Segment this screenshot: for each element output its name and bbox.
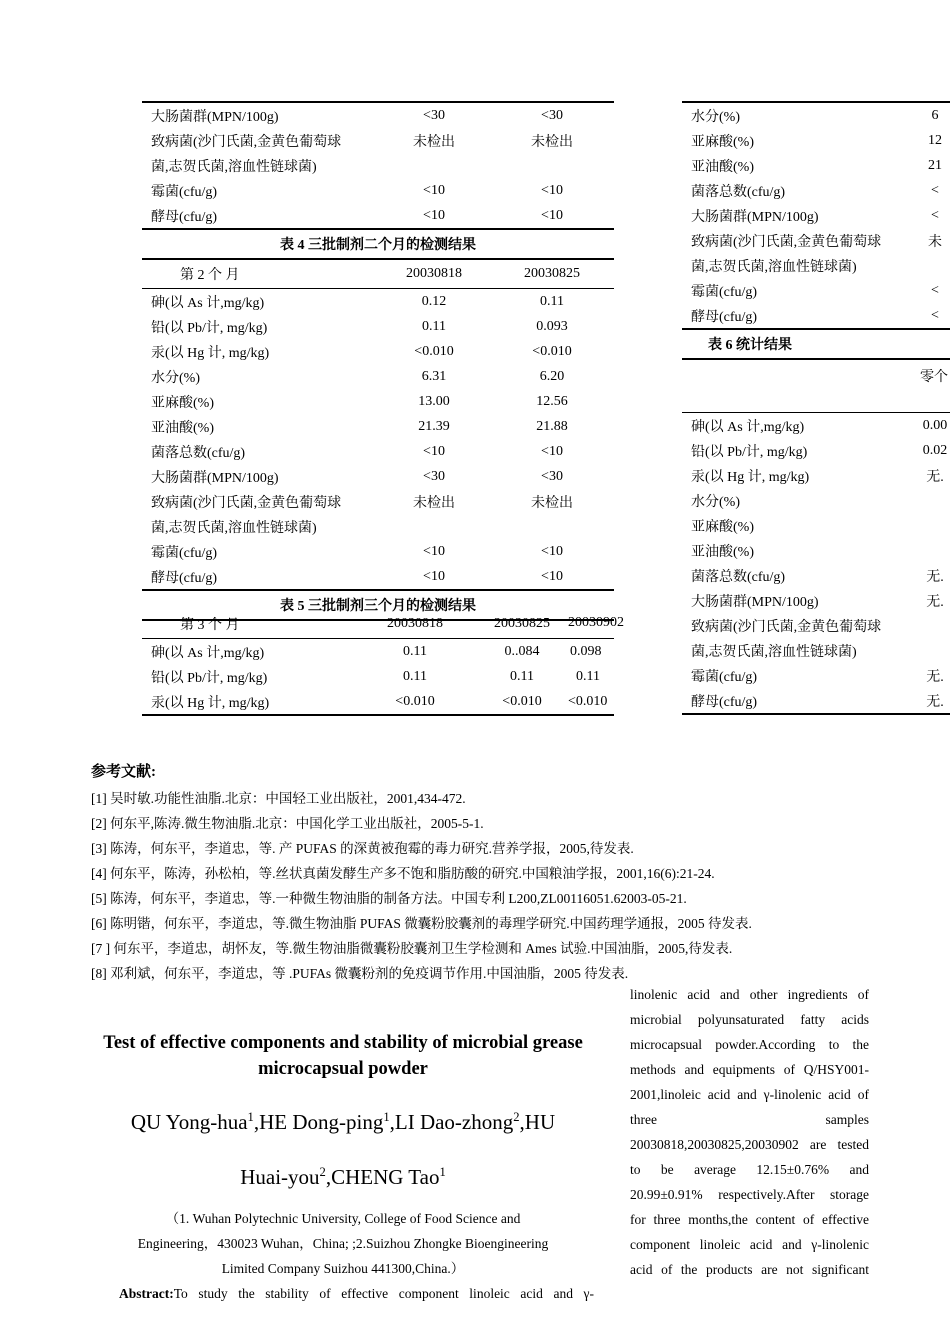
table-row: 砷(以 As 计,mg/kg) 0.11 0..084 0.098 [151, 643, 602, 661]
table-row: 亚麻酸(%) 13.00 12.56 [151, 393, 568, 411]
table-row: 菌落总数(cfu/g) 无. [691, 569, 944, 585]
reference-item: [2] 何东平,陈涛.微生物油脂.北京：中国化学工业出版社，2005-5-1. [91, 816, 484, 831]
table-row: 菌,志贺氏菌,溶血性链球菌) [691, 644, 857, 660]
table-row: 铅(以 Pb/计, mg/kg) 0.11 0.093 [151, 318, 568, 336]
affiliation: （1. Wuhan Polytechnic University, College of Food Science and Engineering，430023 Wuhan，China; ;2.Suizhou Zhongke Bioengineering Limited Company Suizhou 441300,China.） [137, 1211, 549, 1276]
abstract-line: methods and equipments of Q/HSY001- [630, 1062, 869, 1077]
reference-item: [5] 陈涛，何东平，李道忠，等.一种微生物油脂的制备方法。中国专利 L200,ZL00116051.62003-05-21. [91, 891, 687, 906]
table-row: 亚油酸(%) 21.39 21.88 [151, 418, 568, 436]
table-row: 菌落总数(cfu/g) <10 <10 [151, 443, 563, 461]
table-row: 致病菌(沙门氏菌,金黄色葡萄球 未 [691, 234, 942, 250]
abstract-line: three samples [630, 1112, 869, 1127]
table-row: 菌,志贺氏菌,溶血性链球菌) [151, 159, 317, 175]
abstract-line: microcapsual powder.According to the [630, 1037, 869, 1052]
table-row: 铅(以 Pb/计, mg/kg) 0.11 0.11 0.11 [151, 668, 600, 686]
table-row: 霉菌(cfu/g) <10 <10 [151, 182, 563, 200]
table-row: 亚油酸(%) [691, 544, 754, 560]
abstract-line: 20030818,20030825,20030902 are tested [630, 1137, 869, 1152]
abstract-line: for three months,the content of effective [630, 1212, 869, 1227]
tables-left [142, 101, 614, 621]
table6-caption: 表 6 统计结果 [682, 329, 950, 359]
table-row: 亚油酸(%) 21 [691, 157, 942, 175]
table-row: 水分(%) 6 [682, 102, 950, 128]
abstract-line: linolenic acid and other ingredients of [630, 987, 869, 1002]
table-row: 砷(以 As 计,mg/kg) 0.12 0.11 [151, 293, 564, 311]
references [91, 760, 752, 986]
table-row: 霉菌(cfu/g) <10 <10 [151, 543, 563, 561]
abstract-line: 2001,linoleic acid and γ-linolenic acid of [630, 1087, 869, 1102]
tables-right [682, 101, 950, 715]
english-title: Test of effective components and stability of microbial grease microcapsual powder [103, 1033, 583, 1079]
authors: QU Yong-hua$^1$,HE Dong-ping$^1$,LI Dao-zhong$^2$,HU Huai-you$^2$,CHENG Tao$^1$ [130, 1110, 556, 1189]
english-abstract-block [92, 1030, 594, 1306]
table6-header: 零个 [682, 359, 950, 413]
reference-item: [3] 陈涛，何东平，李道忠，等. 产 PUFAS 的深黄被孢霉的毒力研究.营养学报，2005,待发表. [91, 841, 634, 856]
table-row: 水分(%) [691, 494, 740, 510]
table-row: 砷(以 As 计,mg/kg) 0.00 [691, 417, 948, 435]
reference-item: [7 ] 何东平，李道忠，胡怀友，等.微生物油脂微囊粉胶囊剂卫生学检测和 Ames 试验.中国油脂，2005,待发表. [91, 941, 733, 956]
table5-col3: 20030902 [568, 615, 624, 630]
table-row: 菌,志贺氏菌,溶血性链球菌) [691, 259, 857, 275]
table-row: 致病菌(沙门氏菌,金黄色葡萄球 未检出 未检出 [151, 495, 573, 511]
table-row: 酵母(cfu/g) <10 <10 [151, 568, 563, 586]
table-row: 酵母(cfu/g) < [691, 307, 939, 325]
table-row: 汞(以 Hg 计, mg/kg) <0.010 <0.010 <0.010 [142, 689, 614, 715]
table-row: 亚麻酸(%) [691, 519, 754, 535]
table-row: 菌落总数(cfu/g) < [691, 182, 939, 200]
abstract-line: to be average 12.15±0.76% and [630, 1162, 869, 1177]
reference-item: [1] 吴时敏.功能性油脂.北京：中国轻工业出版社，2001,434-472. [91, 791, 466, 806]
table-row: 大肠菌群(MPN/100g) <30 <30 [142, 102, 614, 128]
table-row: 大肠菌群(MPN/100g) 无. [691, 594, 944, 610]
abstract-continuation [630, 982, 869, 1282]
table5 [142, 610, 624, 716]
table-row: 亚麻酸(%) 12 [691, 132, 942, 150]
table5-header: 第 3 个 月 20030818 20030825 20030902 [142, 610, 614, 639]
abstract-line: microbial polyunsaturated fatty acids [630, 1012, 869, 1027]
table-row: 汞(以 Hg 计, mg/kg) <0.010 <0.010 [151, 343, 572, 361]
table-row: 酵母(cfu/g) <10 <10 [151, 207, 563, 225]
table-row: 铅(以 Pb/计, mg/kg) 0.02 [691, 442, 948, 460]
table4-caption: 表 4 三批制剂二个月的检测结果 [142, 229, 614, 259]
abstract-line: acid of the products are not significant [630, 1262, 869, 1277]
table-row: 霉菌(cfu/g) < [691, 282, 939, 300]
table-row: 霉菌(cfu/g) 无. [691, 669, 944, 685]
reference-item: [4] 何东平，陈涛，孙松柏，等.丝状真菌发酵生产多不饱和脂肪酸的研究.中国粮油学报，2001,16(6):21-24. [91, 866, 715, 881]
reference-item: [6] 陈明锴，何东平，李道忠，等.微生物油脂 PUFAS 微囊粉胶囊剂的毒理学研究.中国药理学通报，2005 待发表. [91, 916, 752, 931]
table-row: 大肠菌群(MPN/100g) < [691, 207, 939, 225]
table-row: 酵母(cfu/g) 无. [682, 688, 950, 714]
abstract-line: component linoleic acid and γ-linolenic [630, 1237, 869, 1252]
abstract: Abstract:To study the stability of effective component linoleic acid and γ- [119, 1286, 594, 1301]
table-row: 大肠菌群(MPN/100g) <30 <30 [151, 468, 563, 486]
table-row: 致病菌(沙门氏菌,金黄色葡萄球 未检出 未检出 [151, 134, 573, 150]
references-title: 参考文献: [91, 764, 156, 780]
table-row: 致病菌(沙门氏菌,金黄色葡萄球 [691, 619, 882, 635]
abstract-line: 20.99±0.91% respectively.After storage [630, 1187, 869, 1202]
table-row: 菌,志贺氏菌,溶血性链球菌) [151, 520, 317, 536]
reference-item: [8] 邓利斌，何东平，李道忠，等 .PUFAs 微囊粉剂的免疫调节作用.中国油脂，2005 待发表. [91, 966, 629, 981]
table-row: 水分(%) 6.31 6.20 [151, 368, 565, 386]
table-row: 汞(以 Hg 计, mg/kg) 无. [691, 469, 944, 485]
table5-caption: 表 5 三批制剂三个月的检测结果 [142, 590, 614, 620]
table4-header: 第 2 个 月 20030818 20030825 [142, 259, 614, 289]
